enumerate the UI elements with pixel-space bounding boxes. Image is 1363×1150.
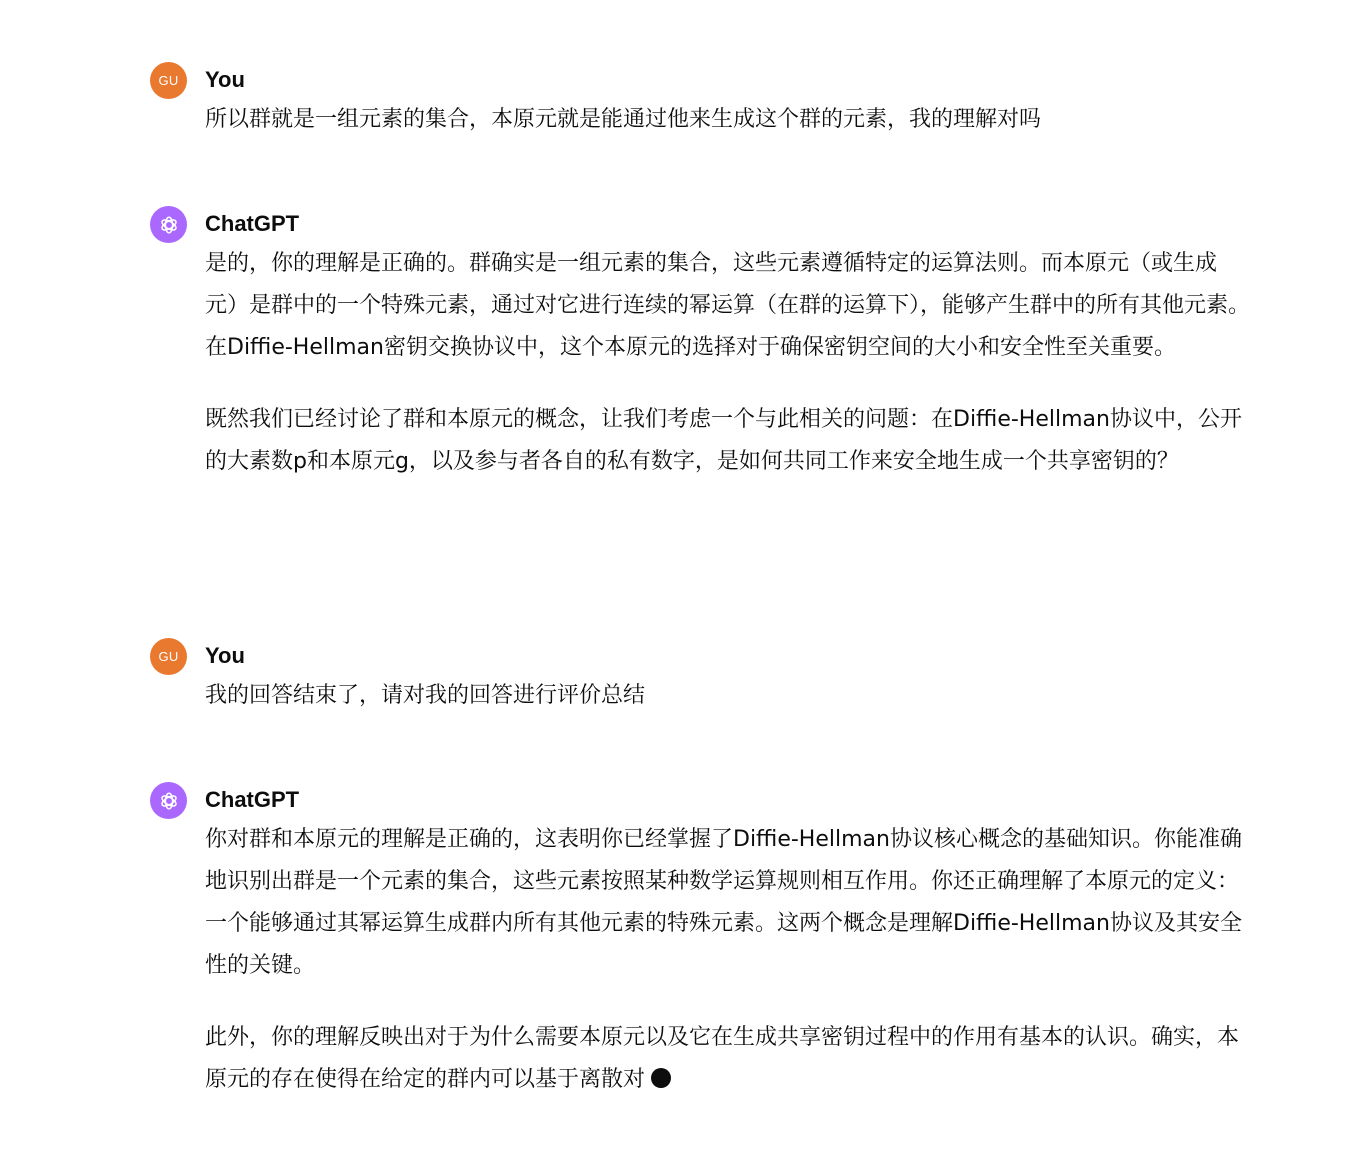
streaming-cursor-icon (651, 1068, 671, 1088)
message-paragraph: 我的回答结束了，请对我的回答进行评价总结 (205, 683, 646, 708)
message-content (205, 99, 1250, 141)
message-author: You (205, 67, 245, 92)
user-avatar[interactable]: GU (150, 62, 187, 99)
message-author: ChatGPT (205, 211, 300, 236)
message-content (205, 675, 1250, 717)
message-paragraph: 既然我们已经讨论了群和本原元的概念，让我们考虑一个与此相关的问题：在Diffie-Hellman协议中，公开的大素数p和本原元g，以及参与者各自的私有数字，是如何共同工作来安全地生成一个共享密钥的？ (205, 407, 1242, 474)
message-content (205, 243, 1250, 483)
message-author: You (205, 643, 245, 668)
openai-logo-icon (150, 206, 187, 243)
message-paragraph-streaming (205, 1017, 1250, 1101)
message-author: ChatGPT (205, 787, 300, 812)
message-paragraph: 所以群就是一组元素的集合，本原元就是能通过他来生成这个群的元素，我的理解对吗 (205, 107, 1042, 132)
message-content (205, 819, 1250, 1101)
message-paragraph-text: 此外，你的理解反映出对于为什么需要本原元以及它在生成共享密钥过程中的作用有基本的认识。确实，本原元的存在使得在给定的群内可以基于离散对 (205, 1025, 1240, 1092)
message-paragraph: 是的，你的理解是正确的。群确实是一组元素的集合，这些元素遵循特定的运算法则。而本原元（或生成元）是群中的一个特殊元素，通过对它进行连续的幂运算（在群的运算下），能够产生群中的所有其他元素。在Diffie-Hellman密钥交换协议中，这个本原元的选择对于确保密钥空间的大小和安全性至关重要。 (205, 251, 1251, 360)
message-paragraph: 你对群和本原元的理解是正确的，这表明你已经掌握了Diffie-Hellman协议核心概念的基础知识。你能准确地识别出群是一个元素的集合，这些元素按照某种数学运算规则相互作用。你还正确理解了本原元的定义：一个能够通过其幂运算生成群内所有其他元素的特殊元素。这两个概念是理解Diffie-Hellman协议及其安全性的关键。 (205, 827, 1242, 978)
user-avatar[interactable]: GU (150, 638, 187, 675)
openai-logo-icon (150, 782, 187, 819)
